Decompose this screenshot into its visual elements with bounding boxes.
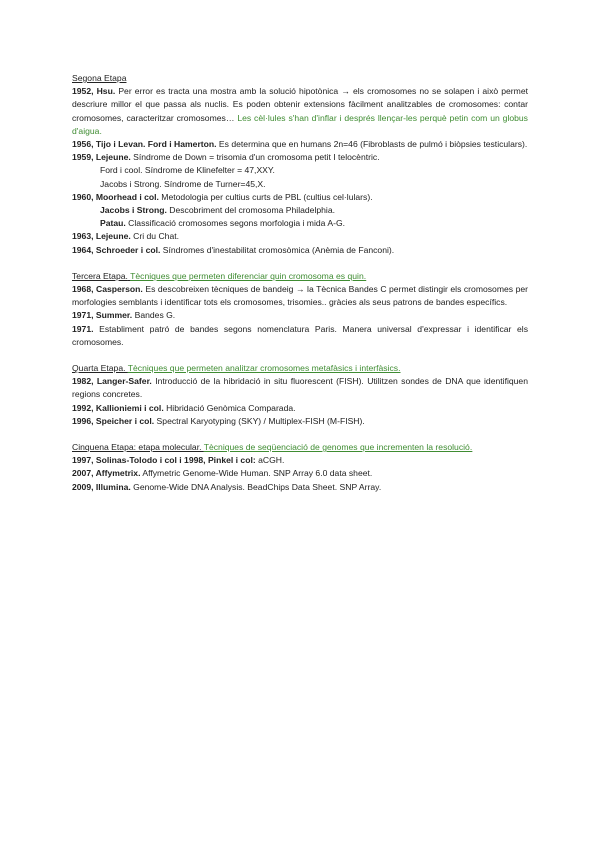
entry-lead: 1963, Lejeune.: [72, 231, 131, 242]
document-page: [72, 72, 528, 507]
entry-2007: [72, 467, 528, 480]
section-heading: [72, 362, 528, 375]
entry-text: Classificació cromosomes segons morfologia i mida A-G.: [125, 218, 346, 229]
entry-lead: 1952, Hsu.: [72, 86, 116, 97]
entry-lead: 2009, Illumina.: [72, 481, 131, 492]
entry-lead: 2007, Affymetrix.: [72, 468, 141, 479]
heading-label: Tercera Etapa.: [72, 270, 128, 281]
entry-1982: [72, 375, 528, 401]
entry-text: Cri du Chat.: [130, 231, 180, 242]
entry-1971-summer: [72, 309, 528, 322]
entry-text: Spectral Karyotyping (SKY) / Multiplex-FISH (M-FISH).: [154, 415, 365, 426]
entry-1960: [72, 191, 528, 204]
entry-sub: Jacobs i Strong. Síndrome de Turner=45,X.: [100, 178, 266, 189]
entry-1964: [72, 244, 528, 257]
entry-1963: [72, 230, 528, 243]
entry-2009: [72, 481, 528, 494]
entry-lead: 1959, Lejeune.: [72, 152, 131, 163]
entry-lead: 1956, Tijo i Levan. Ford i Hamerton.: [72, 139, 217, 150]
entry-lead: 1996, Speicher i col.: [72, 415, 155, 426]
section-heading: Segona Etapa: [72, 73, 127, 83]
entry-lead: 1992, Kallioniemi i col.: [72, 402, 164, 413]
entry-text: Es determina que en humans 2n=46 (Fibroblasts de pulmó i biòpsies testiculars).: [216, 139, 528, 150]
section-segona-etapa: [72, 72, 528, 257]
entry-text: Bandes G.: [132, 310, 176, 321]
entry-text: Es descobreixen tècniques de bandeig → la Tècnica Bandes C permet distingir els cromosomes per morfologies semblants i identificar tots els cromosomes, trisomies.. gràcies als seus patrons de bandes específics.: [72, 284, 529, 308]
section-cinquena-etapa: [72, 441, 528, 494]
entry-text: Establiment patró de bandes segons nomenclatura Paris. Manera universal d'expressar i identificar els cromosomes.: [72, 323, 528, 347]
entry-1992: [72, 402, 528, 415]
entry-text: Introducció de la hibridació in situ fluorescent (FISH). Utilitzen sondes de DNA que identifiquen regions concretes.: [72, 376, 528, 400]
entry-text: Genome-Wide DNA Analysis. BeadChips Data Sheet. SNP Array.: [130, 481, 382, 492]
heading-subtitle: Tècniques de seqüenciació de genomes que incrementen la resolució.: [203, 442, 473, 453]
entry-lead: 1968, Casperson.: [72, 284, 143, 295]
entry-text: Síndromes d'inestabilitat cromosòmica (Anèmia de Fanconi).: [160, 244, 395, 255]
entry-text: Metodologia per cultius curts de PBL (cultius cel·lulars).: [158, 191, 373, 202]
heading-label: Cinquena Etapa: etapa molecular.: [72, 442, 202, 453]
entry-1956: [72, 138, 528, 151]
entry-lead: 1964, Schroeder i col.: [72, 244, 161, 255]
heading-label: Quarta Etapa.: [72, 363, 126, 374]
entry-lead: 1971.: [72, 323, 94, 334]
heading-subtitle: Tècniques que permeten analitzar cromosomes metafàsics i interfàsics.: [127, 363, 401, 374]
entry-lead: 1971, Summer.: [72, 310, 133, 321]
entry-text: Per error es tracta una mostra amb la solució hipotònica → els cromosomes no se solapen i això permet descriure millor el que passa als nuclis. Es poden obtenir extensions fàcilment analitzables de cromosomes: contar cromosomes, caracteritzar cromosomes…: [72, 86, 528, 123]
entry-sub: [72, 204, 528, 217]
section-quarta-etapa: [72, 362, 528, 428]
entry-lead: Jacobs i Strong.: [100, 205, 167, 216]
entry-text: Affymetric Genome-Wide Human. SNP Array 6.0 data sheet.: [140, 468, 373, 479]
entry-1997: [72, 454, 528, 467]
section-tercera-etapa: [72, 270, 528, 349]
section-heading: [72, 441, 528, 454]
heading-subtitle: Tècniques que permeten diferenciar quin cromosoma es quin.: [130, 270, 367, 281]
entry-1952: [72, 85, 528, 138]
entry-1996: [72, 415, 528, 428]
entry-text: aCGH.: [255, 455, 285, 466]
entry-text: Síndrome de Down = trisomia d'un cromosoma petit I telocèntric.: [130, 152, 380, 163]
entry-1959: [72, 151, 528, 164]
entry-lead: Patau.: [100, 218, 126, 229]
entry-sub: Ford i cool. Síndrome de Klinefelter = 47,XXY.: [100, 165, 275, 176]
entry-lead: 1982, Langer-Safer.: [72, 376, 152, 387]
entry-1971-paris: [72, 323, 528, 349]
entry-lead: 1997, Solinas-Tolodo i col i 1998, Pinkel i col:: [72, 455, 256, 466]
entry-text: Hibridació Genòmica Comparada.: [163, 402, 296, 413]
entry-1968: [72, 283, 528, 309]
entry-sub: [72, 217, 528, 230]
entry-text: Descobriment del cromosoma Philadelphia.: [166, 205, 335, 216]
entry-lead: 1960, Moorhead i col.: [72, 191, 159, 202]
section-heading: [72, 270, 528, 283]
entry-note: Les cèl·lules s'han d'inflar i després llençar-les perquè petin com un globus d'aigua.: [72, 112, 528, 136]
